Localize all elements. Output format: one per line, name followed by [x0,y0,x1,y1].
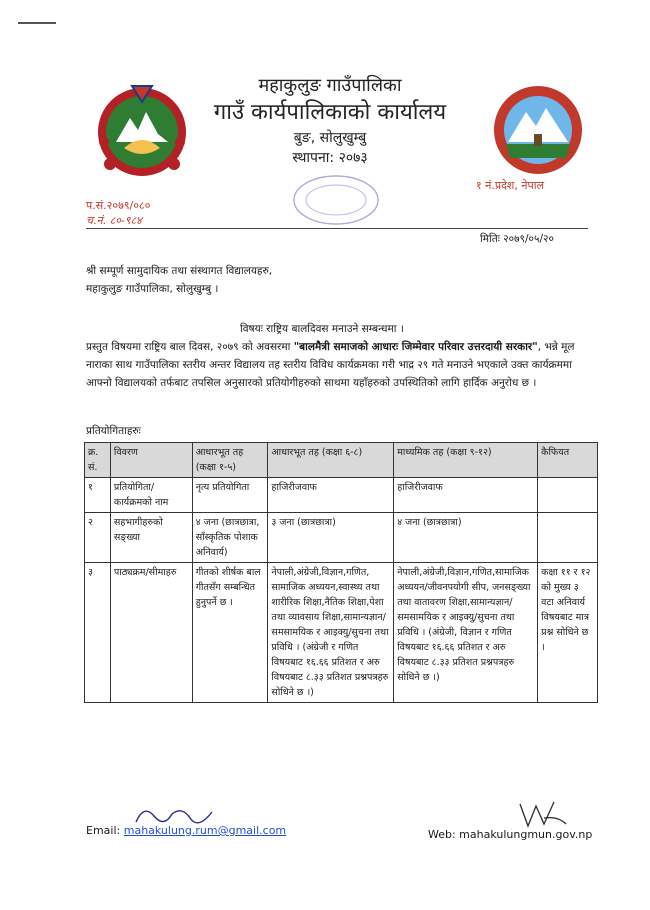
table-header-cell: विवरण [110,443,192,478]
letter-date: मितिः २०७९/०५/२० [480,233,554,245]
table-cell: प्रतियोगिता/ कार्यक्रमको नाम [110,478,192,513]
table-header-cell: आधारभूत तह (कक्षा १-५) [192,443,268,478]
header-divider [86,228,588,229]
table-cell: हाजिरीजवाफ [268,478,394,513]
province-label: १ नं.प्रदेश, नेपाल [476,179,545,192]
municipality-name: महाकुलुङ गाउँपालिका [258,75,402,96]
established-year: स्थापना: २०७३ [292,150,368,166]
table-cell: हाजिरीजवाफ [394,478,538,513]
table-header-cell: कैफियत [538,443,598,478]
table-cell: ४ जना (छात्रछात्रा, साँस्कृतिक पोशाक अनिवार्य) [192,513,268,563]
addressee-line-1: श्री सम्पूर्ण सामुदायिक तथा संस्थागत विद्यालयहरु, [86,265,273,277]
office-header [160,74,500,168]
reference-numbers [86,198,150,228]
letter-subject: विषयः राष्ट्रिय बालदिवस मनाउने सम्बन्धमा । [240,323,404,335]
table-cell: नेपाली,अंग्रेजी,विज्ञान,गणित,सामाजिक अध्ययन/जीवनपयोगी सीप, जनसङ्ख्या तथा वातावरण शिक्षा,सामान्यज्ञान/समसामयिक र आइक्यु/सुचना तथा प्रविधि । (अंग्रेजी, विज्ञान र गणित विषयबाट १६.६६ प्रतिशत र अरु विषयबाट ८.३३ प्रतिशत प्रश्नपत्रहरु सोधिने छ ।) [394,563,538,703]
body-part-1: प्रस्तुत विषयमा राष्ट्रिय बाल दिवस, २०७९ को अवसरमा [86,341,294,353]
competitions-label: प्रतियोगिताहरुः [86,425,141,437]
addressee-line-2: महाकुलुङ गाउँपालिका, सोलुखुम्बु । [86,283,219,295]
table-cell: ३ जना (छात्रछात्रा) [268,513,394,563]
dispatch-stamp-icon [290,172,382,228]
table-cell: गीतको शीर्षक बाल गीतसँग सम्बन्धित हुनुपर्ने छ । [192,563,268,703]
letter-body [86,338,588,392]
corner-mark [18,22,56,24]
email-link[interactable]: mahakulung.rum@gmail.com [123,824,287,837]
office-location: बुङ, सोलुखुम्बु [293,130,367,146]
table-header-cell: आधारभूत तह (कक्षा ६-८) [268,443,394,478]
table-cell: कक्षा ११ र १२ को मुख्य ३ वटा अनिवार्य विषयबाट मात्र प्रश्न सोधिने छ । [538,563,598,703]
dispatch-number: च.नं. ८०-९८४ [86,214,142,227]
table-cell: १ [85,478,111,513]
table-cell: सहभागीहरुको सङ्ख्या [110,513,192,563]
letter-number: प.सं.२०७९/०८० [86,199,151,212]
municipality-logo-icon [490,82,586,178]
signature-right-icon [514,798,570,832]
table-row [85,478,598,513]
table-cell: पाठ्यक्रम/सीमाहरु [110,563,192,703]
table-cell [538,513,598,563]
table-cell [538,478,598,513]
table-header-cell: क्र. सं. [85,443,111,478]
footer-website[interactable]: Web: mahakulungmun.gov.np [428,828,593,841]
office-name: गाउँ कार्यपालिकाको कार्यालय [213,100,447,125]
table-cell: नेपाली,अंग्रेजी,विज्ञान,गणित, सामाजिक अध्ययन,स्वास्थ्य तथा शारीरिक शिक्षा,नैतिक शिक्षा,पेशा तथा व्यावसाय शिक्षा,सामान्यज्ञान/समसामयिक र आइक्यु/सुचना तथा प्रविधि । (अंग्रेजी र गणित विषयबाट १६.६६ प्रतिशत र अरु विषयबाट ८.३३ प्रतिशत प्रश्नपत्रहरु सोधिने छ ।) [268,563,394,703]
table-row [85,563,598,703]
table-row [85,513,598,563]
table-cell: ४ जना (छात्रछात्रा) [394,513,538,563]
table-cell: ३ [85,563,111,703]
table-header-cell: माध्यमिक तह (कक्षा ९-१२) [394,443,538,478]
body-part-2: , भन्ने मूल नाराका साथ गाउँपालिका स्तरीय अन्तर विद्यालय तह स्तरीय विविध कार्यक्रमका गरी भाद्र २९ गते मनाउने भएकाले उक्त कार्यक्रममा आफ्नो विद्यालयको तर्फबाट तपसिल अनुसारको प्रतियोगीहरुको साथमा यहाँहरुको उपस्थितिको लागि हार्दिक अनुरोध छ । [86,341,575,389]
email-label: Email: [86,824,124,837]
addressee-block [86,262,272,298]
body-slogan: "बालमैत्री समाजको आधारः जिम्मेवार परिवार उत्तरदायी सरकार" [293,341,538,353]
competition-table [84,442,598,703]
table-cell: २ [85,513,111,563]
table-cell: नृत्य प्रतियोगिता [192,478,268,513]
footer-email [86,824,286,837]
table-header-row [85,443,598,478]
